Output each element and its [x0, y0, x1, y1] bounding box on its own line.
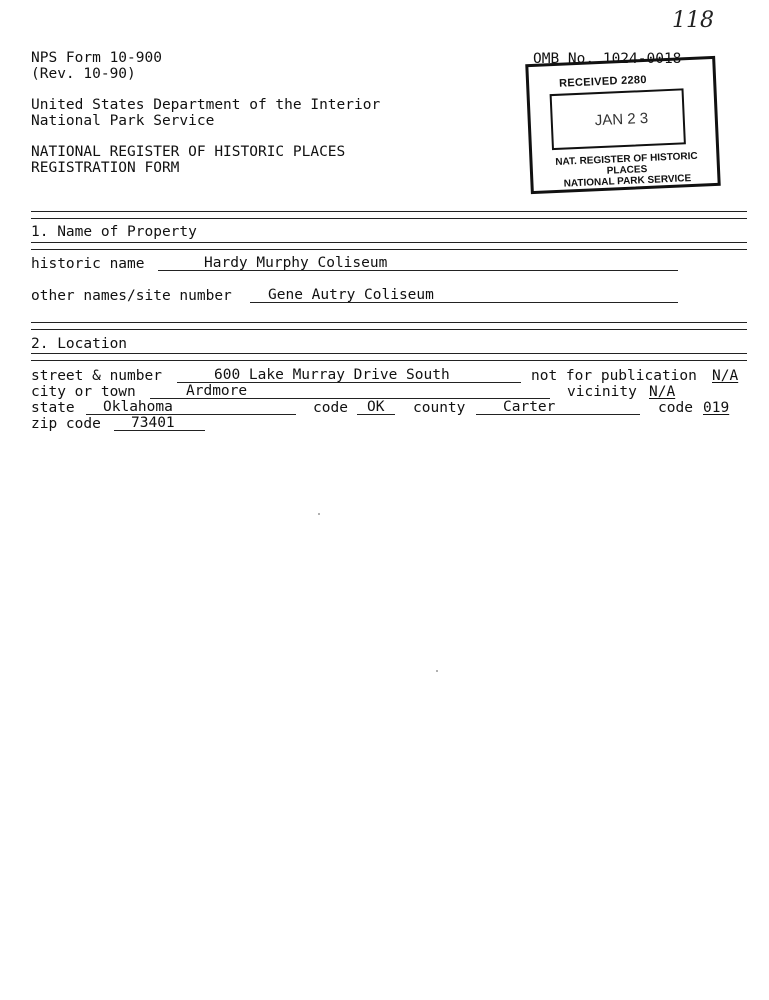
double-rule [31, 242, 747, 250]
state-value: Oklahoma [103, 399, 173, 415]
scan-speck [436, 670, 438, 672]
section1-heading: 1. Name of Property [31, 224, 197, 240]
state-code-label: code [313, 400, 348, 416]
not-for-publication-value: N/A [712, 368, 739, 384]
historic-name-value: Hardy Murphy Coliseum [204, 255, 388, 271]
not-for-publication-label: not for publication [531, 368, 697, 384]
county-line [476, 414, 640, 415]
stamp-agency-line1: NAT. REGISTER OF HISTORIC PLACES [555, 150, 698, 177]
received-stamp [525, 56, 720, 194]
stamp-date-box [550, 88, 686, 150]
double-rule [31, 322, 747, 330]
street-label: street & number [31, 368, 162, 384]
street-value: 600 Lake Murray Drive South [214, 367, 450, 383]
city-label: city or town [31, 384, 136, 400]
city-value: Ardmore [186, 383, 248, 399]
form-revision: (Rev. 10-90) [31, 66, 136, 82]
section2-heading: 2. Location [31, 336, 128, 352]
state-label: state [31, 400, 75, 416]
stamp-agency [540, 150, 713, 190]
handwritten-page-number: 118 [672, 8, 714, 33]
county-label: county [413, 400, 466, 416]
vicinity-label: vicinity [567, 384, 637, 400]
stamp-date: JAN 2 3 [594, 109, 649, 130]
agency-department: United States Department of the Interior [31, 97, 381, 113]
zip-label: zip code [31, 416, 101, 432]
state-code-value: OK [367, 399, 385, 415]
agency-service: National Park Service [31, 113, 215, 129]
form-title: NATIONAL REGISTER OF HISTORIC PLACES [31, 144, 346, 160]
stamp-received-label: RECEIVED 2280 [558, 73, 647, 90]
zip-value: 73401 [131, 415, 175, 431]
form-subtitle: REGISTRATION FORM [31, 160, 180, 176]
omb-number: OMB No. 1024-0018 [533, 51, 682, 67]
double-rule [31, 353, 747, 361]
form-number: NPS Form 10-900 [31, 50, 162, 66]
vicinity-value: N/A [649, 384, 676, 400]
other-names-label: other names/site number [31, 288, 232, 304]
county-code-label: code [658, 400, 693, 416]
other-names-value: Gene Autry Coliseum [268, 287, 434, 303]
county-value: Carter [503, 399, 556, 415]
historic-name-label: historic name [31, 256, 145, 272]
county-code-value: 019 [703, 400, 730, 416]
stamp-agency-line2: NATIONAL PARK SERVICE [563, 173, 692, 190]
double-rule [31, 211, 747, 219]
scan-speck [318, 513, 320, 515]
